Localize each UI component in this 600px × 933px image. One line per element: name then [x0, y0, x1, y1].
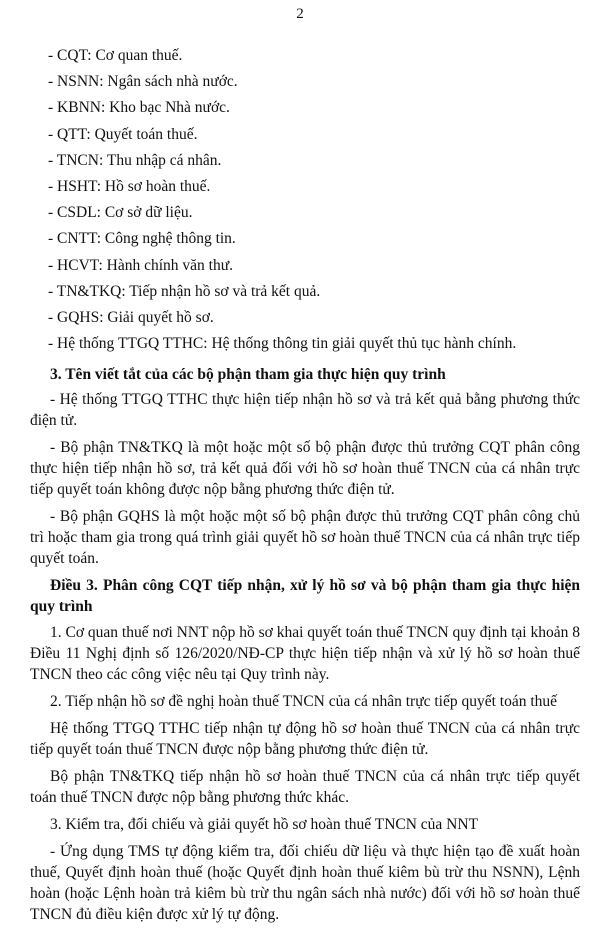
abbreviation-item: - Hệ thống TTGQ TTHC: Hệ thống thông tin giải quyết thủ tục hành chính. — [48, 335, 517, 353]
abbreviation-item: - HCVT: Hành chính văn thư. — [48, 256, 233, 274]
article-3-paragraph: - Ứng dụng TMS tự động kiểm tra, đối chiếu dữ liệu và thực hiện tạo đề xuất hoàn thuế, Quyết định hoàn thuế (hoặc Quyết định hoàn thuế kiêm bù trừ thu NSNN), Lệnh hoàn (hoặc Lệnh hoàn trả kiêm bù trừ thu ngân sách nhà nước) đối với hồ sơ hoàn thuế TNCN đủ điều kiện được xử lý tự động. — [30, 843, 580, 923]
section-3-heading: 3. Tên viết tắt của các bộ phận tham gia thực hiện quy trình — [50, 366, 446, 383]
section-3-paragraph: - Bộ phận TN&TKQ là một hoặc một số bộ phận được thủ trưởng CQT phân công thực hiện tiếp nhận hồ sơ, trả kết quả đối với hồ sơ hoàn thuế TNCN của cá nhân trực tiếp quyết toán không được nộp bằng phương thức điện tử. — [30, 439, 580, 498]
abbreviation-list — [48, 43, 568, 357]
section-3-paragraph: - Hệ thống TTGQ TTHC thực hiện tiếp nhận hồ sơ và trả kết quả bằng phương thức điện tử. — [30, 391, 580, 429]
section-3-paragraph: - Bộ phận GQHS là một hoặc một số bộ phận được thủ trưởng CQT phân công chủ trì hoặc tham gia trong quá trình giải quyết hồ sơ hoàn thuế TNCN của cá nhân trực tiếp quyết toán. — [30, 508, 580, 567]
abbreviation-item: - TN&TKQ: Tiếp nhận hồ sơ và trả kết quả. — [48, 282, 321, 300]
abbreviation-item: - HSHT: Hồ sơ hoàn thuế. — [48, 177, 211, 195]
abbreviation-item: - CQT: Cơ quan thuế. — [48, 47, 183, 64]
page-number: 2 — [296, 6, 304, 22]
abbreviation-item: - CNTT: Công nghệ thông tin. — [48, 230, 236, 248]
article-3-paragraph: Bộ phận TN&TKQ tiếp nhận hồ sơ hoàn thuế TNCN của cá nhân trực tiếp quyết toán thuế TNCN được nộp bằng phương thức khác. — [30, 768, 580, 806]
abbreviation-item: - KBNN: Kho bạc Nhà nước. — [48, 99, 230, 117]
abbreviation-item: - NSNN: Ngân sách nhà nước. — [48, 73, 238, 91]
abbreviation-item: - CSDL: Cơ sở dữ liệu. — [48, 204, 193, 222]
document-body — [30, 364, 580, 931]
abbreviation-item: - QTT: Quyết toán thuế. — [48, 125, 198, 143]
article-3-paragraph: 1. Cơ quan thuế nơi NNT nộp hồ sơ khai quyết toán thuế TNCN quy định tại khoản 8 Điều 11 Nghị định số 126/2020/NĐ-CP thực hiện tiếp nhận và xử lý hồ sơ hoàn thuế TNCN theo các công việc nêu tại Quy trình này. — [30, 624, 580, 683]
article-3-paragraph: Hệ thống TTGQ TTHC tiếp nhận tự động hồ sơ hoàn thuế TNCN của cá nhân trực tiếp quyết toán thuế TNCN được nộp bằng phương thức điện tử. — [30, 720, 580, 758]
article-3-paragraph: 2. Tiếp nhận hồ sơ đề nghị hoàn thuế TNCN của cá nhân trực tiếp quyết toán thuế — [50, 693, 558, 710]
abbreviation-item: - GQHS: Giải quyết hồ sơ. — [48, 308, 214, 326]
article-3-paragraph: 3. Kiểm tra, đối chiếu và giải quyết hồ sơ hoàn thuế TNCN của NNT — [50, 816, 479, 833]
article-3-heading: Điều 3. Phân công CQT tiếp nhận, xử lý hồ sơ và bộ phận tham gia thực hiện quy trình — [30, 577, 580, 615]
abbreviation-item: - TNCN: Thu nhập cá nhân. — [48, 151, 222, 169]
